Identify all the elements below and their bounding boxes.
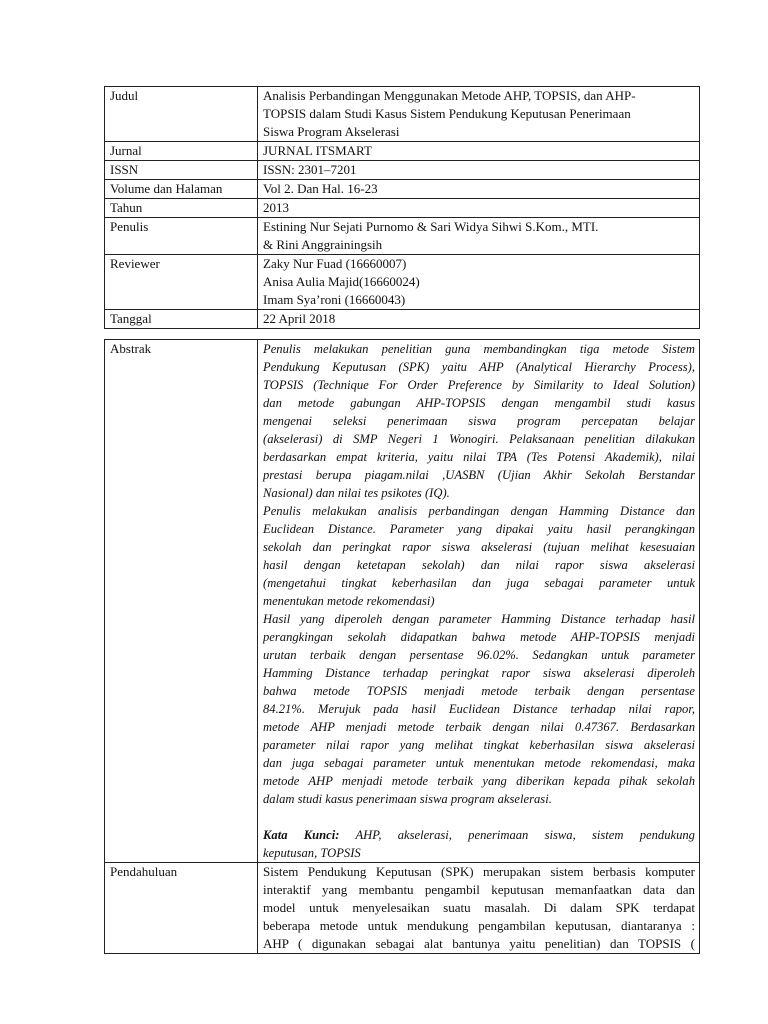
abstract-label: Abstrak xyxy=(105,340,258,863)
text-line: Pendukung Keputusan (SPK) yaitu AHP (Analytical Hierarchy Process), xyxy=(263,360,695,374)
abstract-body xyxy=(258,340,700,863)
text-line: 84.21%. Merujuk pada hasil Euclidean Distance terhadap nilai rapor, xyxy=(263,702,695,716)
table-row xyxy=(105,310,700,329)
text-line: berdasarkan empat kriteria, yaitu nilai TPA (Tes Potensi Akademik), nilai xyxy=(263,450,695,464)
row-label: Volume dan Halaman xyxy=(105,180,258,199)
text-line: mengenai seleksi penerimaan siswa program percepatan belajar xyxy=(263,414,695,428)
table-row xyxy=(105,142,700,161)
keywords-label: Kata Kunci: xyxy=(263,828,340,842)
abstract-paragraph xyxy=(263,610,695,808)
text-line: (akselerasi) di SMP Negeri 1 Wonogiri. Pelaksanaan penelitian dilakukan xyxy=(263,432,695,446)
table-row xyxy=(105,863,700,954)
table-row xyxy=(105,340,700,863)
table-row xyxy=(105,218,700,255)
text-line: (mengetahui tingkat keberhasilan dan juga sebagai parameter untuk xyxy=(263,576,695,590)
text-line: dan metode gabungan AHP-TOPSIS dengan mengambil studi kasus xyxy=(263,396,695,410)
keywords-text: AHP, akselerasi, penerimaan siswa, sistem pendukung xyxy=(339,828,695,842)
row-label: ISSN xyxy=(105,161,258,180)
table-row xyxy=(105,255,700,310)
intro-label: Pendahuluan xyxy=(105,863,258,954)
table-row xyxy=(105,161,700,180)
value-line: Imam Sya’roni (16660043) xyxy=(263,292,406,307)
tahun-value: 2013 xyxy=(258,199,700,218)
table-row xyxy=(105,87,700,142)
text-line: urutan terbaik dengan persentase 96.02%. Sedangkan untuk parameter xyxy=(263,648,695,662)
text-line: Penulis melakukan penelitian guna membandingkan tiga metode Sistem xyxy=(263,342,695,356)
row-label: Tanggal xyxy=(105,310,258,329)
value-line: Siswa Program Akselerasi xyxy=(263,124,400,139)
volume-value: Vol 2. Dan Hal. 16-23 xyxy=(258,180,700,199)
text-line: Penulis melakukan analisis perbandingan dengan Hamming Distance dan xyxy=(263,504,695,518)
text-line: keputusan, TOPSIS xyxy=(263,846,361,860)
text-line xyxy=(263,826,695,844)
abstract-paragraph xyxy=(263,340,695,502)
text-line: dan juga sebagai parameter untuk menentukan metode rekomendasi, maka xyxy=(263,756,695,770)
row-label: Penulis xyxy=(105,218,258,255)
text-line: model untuk menyelesaikan suatu masalah. Di dalam SPK terdapat xyxy=(263,900,695,915)
reviewer-value xyxy=(258,255,700,310)
text-line: menentukan metode rekomendasi) xyxy=(263,594,435,608)
value-line: TOPSIS dalam Studi Kasus Sistem Pendukung Keputusan Penerimaan xyxy=(263,106,631,121)
text-line: interaktif yang membantu pengambil keputusan memanfaatkan data dan xyxy=(263,882,695,897)
text-line: prestasi berupa piagam.nilai ,UASBN (Ujian Akhir Sekolah Berstandar xyxy=(263,468,695,482)
jurnal-value: JURNAL ITSMART xyxy=(258,142,700,161)
text-line: Euclidean Distance. Parameter yang dipakai yaitu hasil perangkingan xyxy=(263,522,695,536)
issn-value: ISSN: 2301–7201 xyxy=(258,161,700,180)
text-line: hasil dengan ketetapan sekolah) dan nilai rapor siswa akselerasi xyxy=(263,558,695,572)
metadata-table xyxy=(104,86,700,329)
text-line: sekolah dan peringkat rapor siswa akselerasi (tujuan melihat kesesuaian xyxy=(263,540,695,554)
row-label: Reviewer xyxy=(105,255,258,310)
abstract-paragraph xyxy=(263,502,695,610)
intro-body xyxy=(258,863,700,954)
value-line: Analisis Perbandingan Menggunakan Metode AHP, TOPSIS, dan AHP- xyxy=(263,88,636,103)
text-line: parameter nilai rapor yang melihat tingkat keberhasilan siswa akselerasi xyxy=(263,738,695,752)
row-label: Judul xyxy=(105,87,258,142)
keywords xyxy=(263,826,695,862)
text-line: Hamming Distance terhadap peringkat rapor siswa akselerasi diperoleh xyxy=(263,666,695,680)
judul-value xyxy=(258,87,700,142)
value-line: & Rini Anggrainingsih xyxy=(263,237,383,252)
text-line: TOPSIS (Technique For Order Preference by Similarity to Ideal Solution) xyxy=(263,378,695,392)
text-line: metode AHP menjadi metode terbaik dengan nilai 0.47367. Berdasarkan xyxy=(263,720,695,734)
text-line: bahwa metode TOPSIS menjadi metode terbaik dengan persentase xyxy=(263,684,695,698)
text-line: metode AHP menjadi metode terbaik yang diberikan kepada pihak sekolah xyxy=(263,774,695,788)
abstract-table xyxy=(104,339,700,954)
text-line: beberapa metode untuk mendukung pengambilan keputusan, diantaranya : xyxy=(263,918,695,933)
value-line: Estining Nur Sejati Purnomo & Sari Widya Sihwi S.Kom., MTI. xyxy=(263,219,599,234)
row-label: Jurnal xyxy=(105,142,258,161)
tanggal-value: 22 April 2018 xyxy=(258,310,700,329)
penulis-value xyxy=(258,218,700,255)
text-line: Sistem Pendukung Keputusan (SPK) merupakan sistem berbasis komputer xyxy=(263,864,695,879)
table-row xyxy=(105,180,700,199)
text-line: dalam studi kasus penerimaan siswa program akselerasi. xyxy=(263,792,552,806)
text-line: AHP ( digunakan sebagai alat bantunya yaitu penelitian) dan TOPSIS ( xyxy=(263,936,695,951)
text-line: Hasil yang diperoleh dengan parameter Hamming Distance terhadap hasil xyxy=(263,612,695,626)
table-row xyxy=(105,199,700,218)
text-line: perangkingan sekolah didapatkan bahwa metode AHP-TOPSIS menjadi xyxy=(263,630,695,644)
value-line: Anisa Aulia Majid(16660024) xyxy=(263,274,420,289)
paragraph-gap xyxy=(263,808,695,826)
text-line: Nasional) dan nilai tes psikotes (IQ). xyxy=(263,486,450,500)
row-label: Tahun xyxy=(105,199,258,218)
value-line: Zaky Nur Fuad (16660007) xyxy=(263,256,407,271)
